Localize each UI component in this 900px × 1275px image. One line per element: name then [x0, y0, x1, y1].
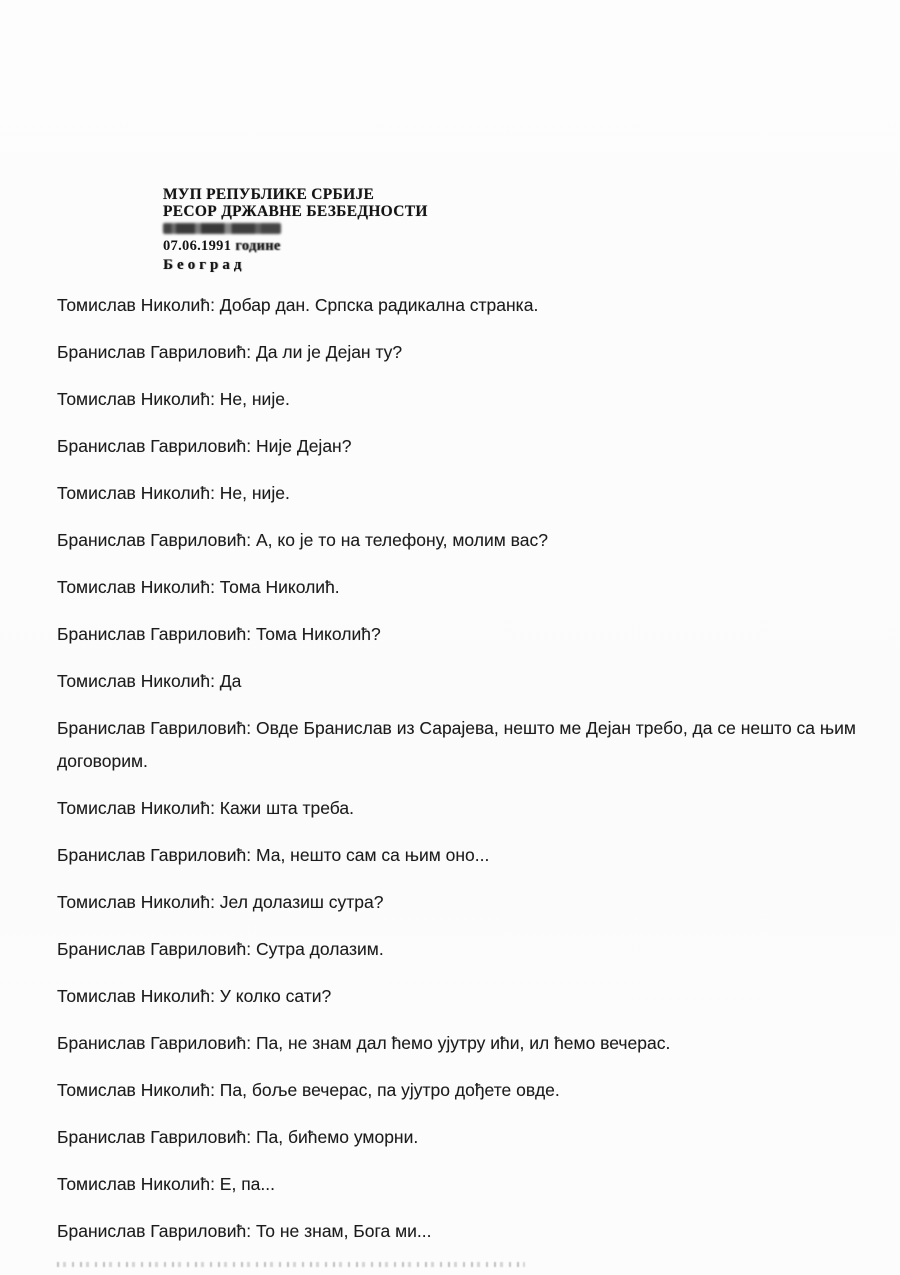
line-separator: :: [246, 530, 256, 550]
line-text: Тома Николић.: [219, 577, 340, 597]
speaker-name: Бранислав Гавриловић: [57, 845, 247, 865]
partial-cutoff-line: [57, 1262, 525, 1267]
line-separator: :: [210, 1174, 220, 1194]
speaker-name: Бранислав Гавриловић: [57, 1127, 247, 1147]
date-line: [163, 238, 428, 254]
line-text: Да ли је Дејан ту?: [255, 342, 403, 362]
line-separator: :: [246, 718, 256, 738]
speaker-name: Томислав Николић: [57, 295, 211, 315]
line-separator: :: [246, 342, 256, 362]
speaker-name: Бранислав Гавриловић: [57, 342, 247, 362]
transcript: [57, 289, 858, 1267]
speaker-name: Томислав Николић: [57, 389, 211, 409]
city-name: Београд: [163, 257, 246, 273]
speaker-name: Бранислав Гавриловић: [57, 436, 247, 456]
transcript-line: [57, 571, 858, 604]
org-name-line2: РЕСОР ДРЖАВНЕ БЕЗБЕДНОСТИ: [163, 203, 428, 220]
transcript-line: [57, 1121, 858, 1154]
line-separator: :: [210, 798, 220, 818]
speaker-name: Томислав Николић: [57, 986, 211, 1006]
speaker-name: Бранислав Гавриловић: [57, 530, 247, 550]
line-text: Па, не знам дал ћемо ујутру ићи, ил ћемо вечерас.: [255, 1033, 671, 1053]
line-text: Да: [219, 671, 242, 691]
line-text: Па, бићемо уморни.: [255, 1127, 419, 1147]
speaker-name: Томислав Николић: [57, 1080, 211, 1100]
line-separator: :: [246, 436, 256, 456]
line-separator: :: [246, 1221, 256, 1241]
letterhead: [163, 186, 428, 274]
line-separator: :: [246, 624, 256, 644]
transcript-line: [57, 980, 858, 1013]
transcript-line: [57, 1215, 858, 1248]
line-separator: :: [246, 1127, 256, 1147]
transcript-line: [57, 383, 858, 416]
speaker-name: Бранислав Гавриловић: [57, 1033, 247, 1053]
transcript-line: [57, 430, 858, 463]
line-text: Тома Николић?: [255, 624, 381, 644]
speaker-name: Бранислав Гавриловић: [57, 718, 247, 738]
transcript-line: [57, 839, 858, 872]
transcript-line: [57, 1027, 858, 1060]
redacted-reference-bar: [163, 223, 281, 234]
line-separator: :: [210, 986, 220, 1006]
transcript-line: [57, 886, 858, 919]
line-separator: :: [246, 1033, 256, 1053]
transcript-line: [57, 933, 858, 966]
transcript-line: [57, 792, 858, 825]
line-text: Јел долазиш сутра?: [219, 892, 384, 912]
org-name-line1: МУП РЕПУБЛИКЕ СРБИЈЕ: [163, 186, 375, 203]
line-text: Кажи шта треба.: [219, 798, 355, 818]
line-text: Е, па...: [219, 1174, 275, 1194]
transcript-line: [57, 665, 858, 698]
speaker-name: Бранислав Гавриловић: [57, 624, 247, 644]
transcript-line: [57, 1168, 858, 1201]
line-separator: :: [210, 671, 220, 691]
speaker-name: Томислав Николић: [57, 1174, 211, 1194]
transcript-line: [57, 1074, 858, 1107]
line-separator: :: [210, 295, 220, 315]
date-number: 07.06.1991: [163, 238, 232, 254]
line-text: Не, није.: [219, 483, 290, 503]
line-text: У колко сати?: [219, 986, 332, 1006]
transcript-line: [57, 618, 858, 651]
transcript-line: [57, 336, 858, 369]
line-separator: :: [246, 845, 256, 865]
line-separator: :: [210, 1080, 220, 1100]
line-text: А, ко је то на телефону, молим вас?: [255, 530, 548, 550]
line-text: Ма, нешто сам са њим оно...: [255, 845, 490, 865]
line-text: Није Дејан?: [255, 436, 352, 456]
line-separator: :: [210, 389, 220, 409]
transcript-line: [57, 477, 858, 510]
line-separator: :: [246, 939, 256, 959]
transcript-line: [57, 524, 858, 557]
line-text: Па, боље вечерас, па ујутро дођете овде.: [219, 1080, 560, 1100]
line-text: Добар дан. Српска радикална странка.: [219, 295, 539, 315]
speaker-name: Томислав Николић: [57, 483, 211, 503]
line-separator: :: [210, 892, 220, 912]
speaker-name: Томислав Николић: [57, 892, 211, 912]
date-word: године: [235, 238, 281, 254]
line-text: Не, није.: [219, 389, 290, 409]
speaker-name: Бранислав Гавриловић: [57, 939, 247, 959]
line-text: То не знам, Бога ми...: [255, 1221, 432, 1241]
transcript-line: [57, 289, 858, 322]
line-text: Овде Бранислав из Сарајева, нешто ме Дејан требо, да се нешто са њим договорим.: [57, 718, 856, 771]
line-separator: :: [210, 577, 220, 597]
speaker-name: Бранислав Гавриловић: [57, 1221, 247, 1241]
line-text: Сутра долазим.: [255, 939, 384, 959]
speaker-name: Томислав Николић: [57, 577, 211, 597]
line-separator: :: [210, 483, 220, 503]
speaker-name: Томислав Николић: [57, 798, 211, 818]
transcript-line: [57, 712, 858, 778]
speaker-name: Томислав Николић: [57, 671, 211, 691]
